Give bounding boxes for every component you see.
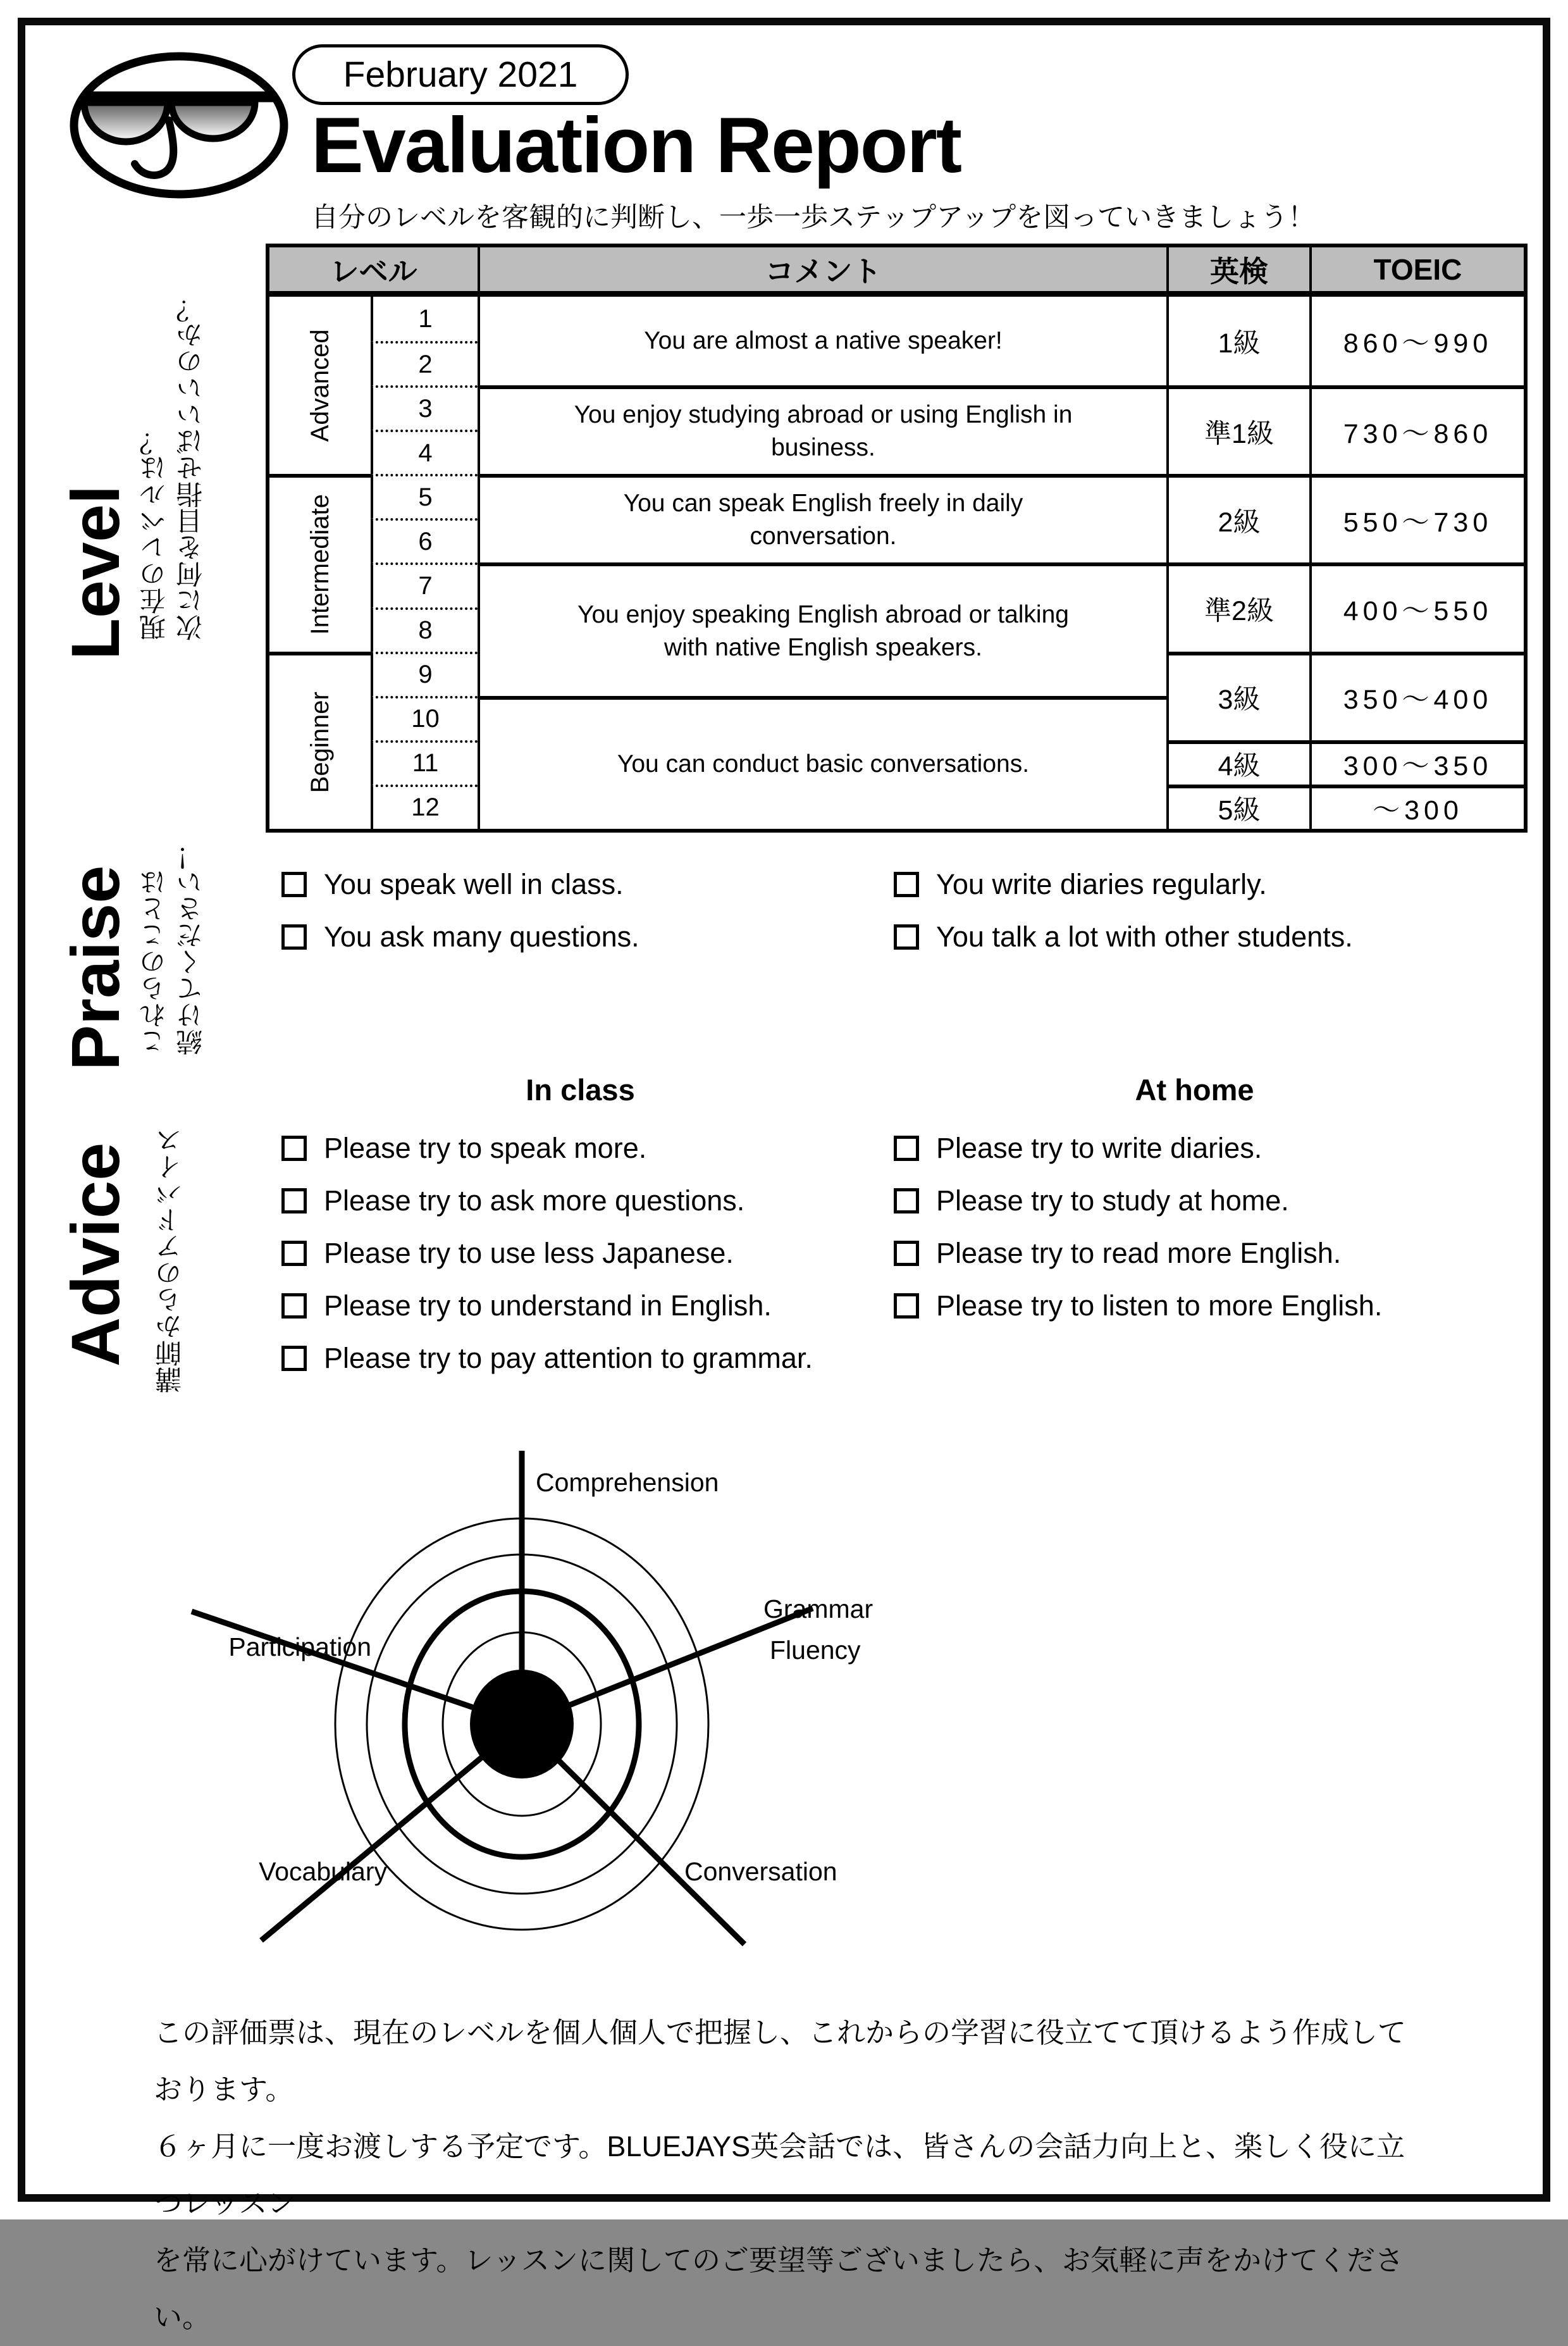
checkbox[interactable] bbox=[894, 924, 919, 950]
comment-levels-3-4: You enjoy studying abroad or using English in business. bbox=[478, 385, 1166, 474]
checkbox[interactable] bbox=[281, 872, 307, 897]
toeic-range-pre2: 400～550 bbox=[1309, 562, 1524, 651]
radar-label-comprehension: Comprehension bbox=[536, 1468, 719, 1497]
checkbox[interactable] bbox=[894, 1188, 919, 1213]
checkbox[interactable] bbox=[281, 1241, 307, 1266]
footer-line-3: を常に心がけています。レッスンに関してのご要望等ございましたら、お気軽に声をかけてください。 bbox=[154, 2244, 1404, 2333]
advice-item: Please try to ask more questions. bbox=[281, 1188, 813, 1213]
level-note-line1: 現在のレベルは？ bbox=[139, 428, 169, 641]
sidebar-level-title: Level bbox=[57, 485, 133, 661]
praise-item: You talk a lot with other students. bbox=[894, 924, 1353, 950]
comment-levels-10-12: You can conduct basic conversations. bbox=[478, 696, 1166, 829]
praise-note-line1: これらのことは bbox=[139, 869, 169, 1055]
checkbox[interactable] bbox=[894, 1293, 919, 1319]
advice-list-in-class bbox=[281, 1132, 813, 1398]
advice-item: Please try to use less Japanese. bbox=[281, 1241, 813, 1266]
sidebar-praise-note bbox=[136, 828, 213, 1055]
eiken-grade-1: 1級 bbox=[1166, 297, 1309, 385]
advice-item: Please try to speak more. bbox=[281, 1136, 813, 1161]
radar-label-conversation: Conversation bbox=[684, 1857, 837, 1886]
advice-note: 講師からのアドバイス bbox=[155, 1127, 185, 1393]
level-cell-4: 4 bbox=[371, 430, 478, 474]
comment-levels-7-9: You enjoy speaking English abroad or talking with native English speakers. bbox=[478, 562, 1166, 695]
advice-list-at-home bbox=[894, 1132, 1383, 1346]
footer-line-1: この評価票は、現在のレベルを個人個人で把握し、これからの学習に役立てて頂けるよう作成しております。 bbox=[154, 2016, 1407, 2106]
skills-radar-chart bbox=[161, 1427, 920, 1977]
eiken-grade-pre1: 準1級 bbox=[1166, 385, 1309, 474]
eiken-grade-5: 5級 bbox=[1166, 785, 1309, 829]
praise-item: You write diaries regularly. bbox=[894, 872, 1353, 897]
eiken-grade-3: 3級 bbox=[1166, 652, 1309, 740]
sidebar-praise-title: Praise bbox=[57, 865, 133, 1071]
level-cell-6: 6 bbox=[371, 518, 478, 562]
checkbox[interactable] bbox=[281, 1136, 307, 1161]
comment-levels-1-2: You are almost a native speaker! bbox=[478, 297, 1166, 385]
praise-item: You ask many questions. bbox=[281, 924, 639, 950]
toeic-range-5: ～300 bbox=[1309, 785, 1524, 829]
category-advanced: Advanced bbox=[306, 329, 334, 442]
col-header-eiken: 英検 bbox=[1166, 247, 1309, 297]
footer-line-2: ６ヶ月に一度お渡しする予定です。BLUEJAYS英会話では、皆さんの会話力向上と、楽しく役に立つレッスン bbox=[154, 2130, 1405, 2219]
toeic-range-2: 550～730 bbox=[1309, 474, 1524, 562]
advice-item: Please try to pay attention to grammar. bbox=[281, 1346, 813, 1371]
toeic-range-pre1: 730～860 bbox=[1309, 385, 1524, 474]
eiken-grade-pre2: 準2級 bbox=[1166, 562, 1309, 651]
level-cell-8: 8 bbox=[371, 607, 478, 652]
checkbox[interactable] bbox=[894, 872, 919, 897]
radar-label-participation: Participation bbox=[228, 1632, 371, 1661]
level-cell-10: 10 bbox=[371, 696, 478, 740]
school-logo-sunglasses-face-icon bbox=[66, 49, 294, 201]
eiken-grade-4: 4級 bbox=[1166, 740, 1309, 785]
eiken-grade-2: 2級 bbox=[1166, 474, 1309, 562]
level-cell-7: 7 bbox=[371, 562, 478, 607]
col-header-level: レベル bbox=[269, 247, 478, 297]
level-table bbox=[266, 244, 1528, 833]
praise-note-line2: 続けてください！ bbox=[176, 843, 206, 1055]
level-cell-5: 5 bbox=[371, 474, 478, 518]
date-badge bbox=[292, 44, 629, 105]
toeic-range-1: 860～990 bbox=[1309, 297, 1524, 385]
checkbox[interactable] bbox=[281, 924, 307, 950]
page-title: Evaluation Report bbox=[311, 102, 961, 189]
in-class-heading: In class bbox=[526, 1073, 635, 1107]
radar-center-dot bbox=[470, 1670, 574, 1778]
checkbox[interactable] bbox=[281, 1346, 307, 1371]
at-home-heading: At home bbox=[1135, 1073, 1254, 1107]
advice-item: Please try to listen to more English. bbox=[894, 1293, 1382, 1319]
level-cell-1: 1 bbox=[371, 297, 478, 341]
level-note-line2: 次に何を目指せばいいのか？ bbox=[176, 295, 206, 641]
praise-item: You speak well in class. bbox=[281, 872, 639, 897]
checkbox[interactable] bbox=[894, 1136, 919, 1161]
footer-note bbox=[154, 2004, 1431, 2346]
radar-label-grammar: Grammar bbox=[763, 1594, 874, 1623]
toeic-range-3: 350～400 bbox=[1309, 652, 1524, 740]
col-header-comment: コメント bbox=[478, 247, 1166, 297]
category-beginner: Beginner bbox=[269, 652, 371, 829]
checkbox[interactable] bbox=[281, 1188, 307, 1213]
category-intermediate: Intermediate bbox=[269, 474, 371, 651]
level-cell-9: 9 bbox=[371, 652, 478, 696]
advice-item: Please try to read more English. bbox=[894, 1241, 1382, 1266]
page-subtitle: 自分のレベルを客観的に判断し、一歩一歩ステップアップを図っていきましょう！ bbox=[311, 202, 1316, 233]
praise-list-left bbox=[281, 868, 639, 977]
advice-item: Please try to understand in English. bbox=[281, 1293, 813, 1319]
sidebar-advice-note bbox=[152, 1115, 192, 1393]
radar-label-vocabulary: Vocabulary bbox=[259, 1857, 387, 1886]
date-badge-label: February 2021 bbox=[343, 54, 578, 95]
level-cell-3: 3 bbox=[371, 385, 478, 430]
praise-list-right bbox=[894, 868, 1353, 977]
sidebar-advice-title: Advice bbox=[57, 1142, 133, 1367]
radar-label-fluency: Fluency bbox=[770, 1635, 861, 1665]
sidebar-level-note bbox=[136, 269, 213, 641]
toeic-range-4: 300～350 bbox=[1309, 740, 1524, 785]
advice-item: Please try to write diaries. bbox=[894, 1136, 1382, 1161]
checkbox[interactable] bbox=[894, 1241, 919, 1266]
advice-item: Please try to study at home. bbox=[894, 1188, 1382, 1213]
checkbox[interactable] bbox=[281, 1293, 307, 1319]
level-cell-12: 12 bbox=[371, 785, 478, 829]
comment-levels-5-6: You can speak English freely in daily conversation. bbox=[478, 474, 1166, 562]
level-cell-2: 2 bbox=[371, 341, 478, 385]
level-cell-11: 11 bbox=[371, 740, 478, 785]
col-header-toeic: TOEIC bbox=[1309, 247, 1524, 297]
